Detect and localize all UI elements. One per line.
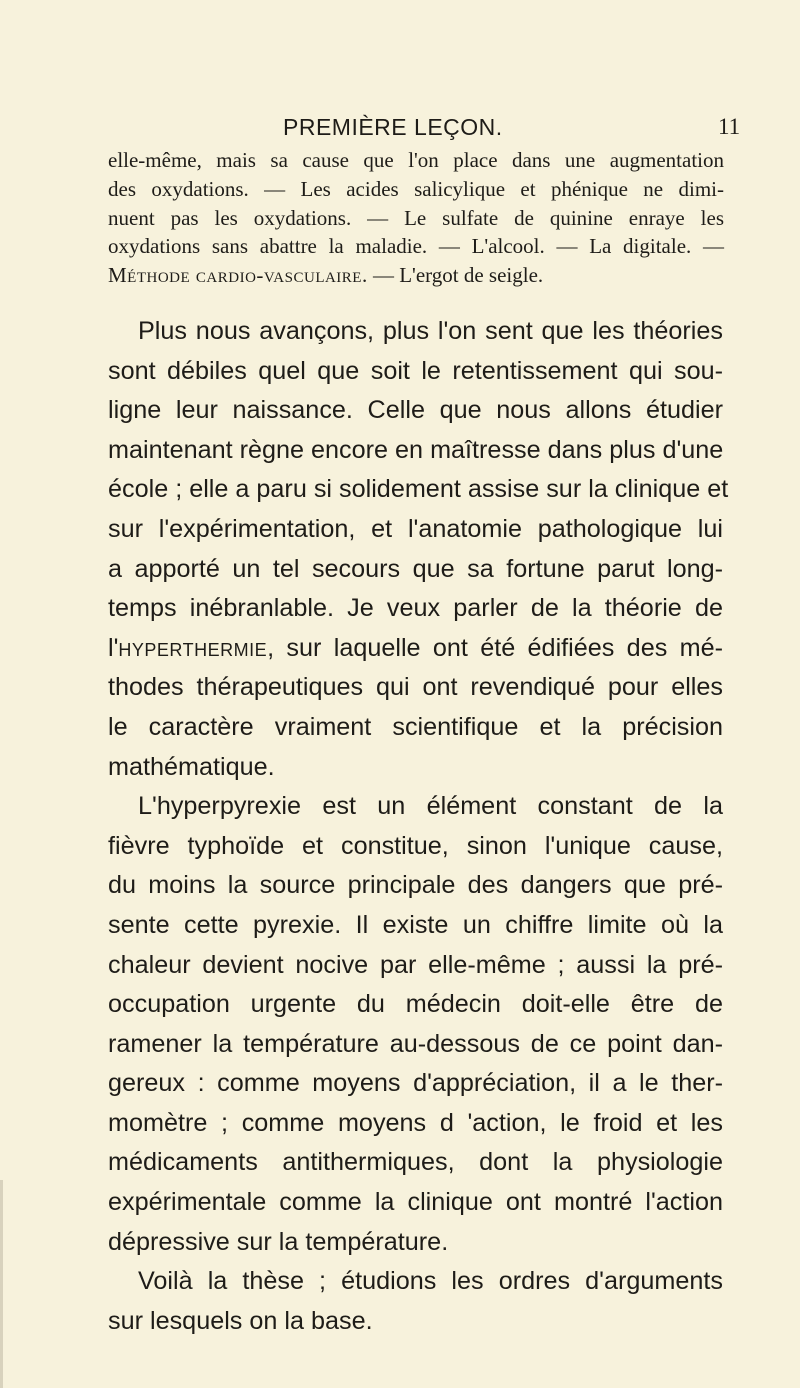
smallcaps-term: hyperthermie xyxy=(118,633,268,662)
summary-line: oxydations sans abattre la maladie. — L'alcool. — La digitale. — xyxy=(108,234,724,259)
paragraph-line: ramener la température au-dessous de ce point dan- xyxy=(108,1029,723,1058)
page-number: 11 xyxy=(718,114,741,139)
paragraph-line: dépressive sur la température. xyxy=(108,1227,449,1256)
line-prefix: l' xyxy=(108,633,119,662)
paragraph-line: le caractère vraiment scientifique et la précision xyxy=(108,712,723,741)
paragraph-line: a apporté un tel secours que sa fortune parut long- xyxy=(108,554,723,583)
paragraph-line: Plus nous avançons, plus l'on sent que les théories xyxy=(138,317,723,345)
paragraph-line: école ; elle a paru si solidement assise sur la clinique et xyxy=(108,475,729,504)
paragraph-line: médicaments antithermiques, dont la physiologie xyxy=(108,1148,723,1177)
body-text xyxy=(108,312,729,1341)
paragraph-line: gereux : comme moyens d'appréciation, il a le ther- xyxy=(108,1069,723,1098)
summary-line: des oxydations. — Les acides salicylique et phénique ne dimi- xyxy=(108,176,724,201)
paragraph-line: momètre ; comme moyens d 'action, le froid et les xyxy=(108,1108,723,1137)
paragraph-line: sur l'expérimentation, et l'anatomie pathologique lui xyxy=(108,514,723,543)
chapter-title: PREMIÈRE LEÇON. xyxy=(283,114,503,140)
paragraph-line: occupation urgente du médecin doit-elle être de xyxy=(108,990,723,1019)
paragraph-line: mathématique. xyxy=(108,752,275,781)
paragraph-line: ligne leur naissance. Celle que nous allons étudier xyxy=(108,396,723,425)
paragraph-line: chaleur devient nocive par elle-même ; aussi la pré- xyxy=(108,950,723,979)
paragraph-line: L'hyperpyrexie est un élément constant de la xyxy=(138,792,723,821)
paragraph-line: sur lesquels on la base. xyxy=(108,1306,373,1335)
paragraph-line: sente cette pyrexie. Il existe un chiffre limite où la xyxy=(108,910,723,939)
paragraph-line: du moins la source principale des dangers que pré- xyxy=(108,871,723,900)
summary-line-rest: — L'ergot de seigle. xyxy=(367,263,544,288)
paragraph-line: fièvre typhoïde et constitue, sinon l'unique cause, xyxy=(108,831,723,860)
paragraph-line: Voilà la thèse ; étudions les ordres d'arguments xyxy=(138,1267,723,1296)
paragraph-line: sont débiles quel que soit le retentissement qui sou- xyxy=(108,356,723,385)
page-edge xyxy=(0,1180,3,1388)
paragraph-line: maintenant règne encore en maîtresse dans plus d'une xyxy=(108,435,724,464)
summary-line: nuent pas les oxydations. — Le sulfate de quinine enraye les xyxy=(108,205,724,230)
summary-smallcaps: Méthode cardio-vasculaire. xyxy=(108,263,368,288)
chapter-summary xyxy=(108,146,724,290)
paragraph-line: temps inébranlable. Je veux parler de la théorie de xyxy=(108,594,723,623)
summary-line xyxy=(108,261,724,290)
paragraph-line: thodes thérapeutiques qui ont revendiqué pour elles xyxy=(108,673,723,702)
paragraph-line: expérimentale comme la clinique ont montré l'action xyxy=(108,1188,723,1217)
paragraph-line xyxy=(108,629,723,669)
line-rest: , sur laquelle ont été édifiées des mé- xyxy=(267,633,723,662)
summary-line: elle-même, mais sa cause que l'on place dans une augmentation xyxy=(108,148,724,172)
